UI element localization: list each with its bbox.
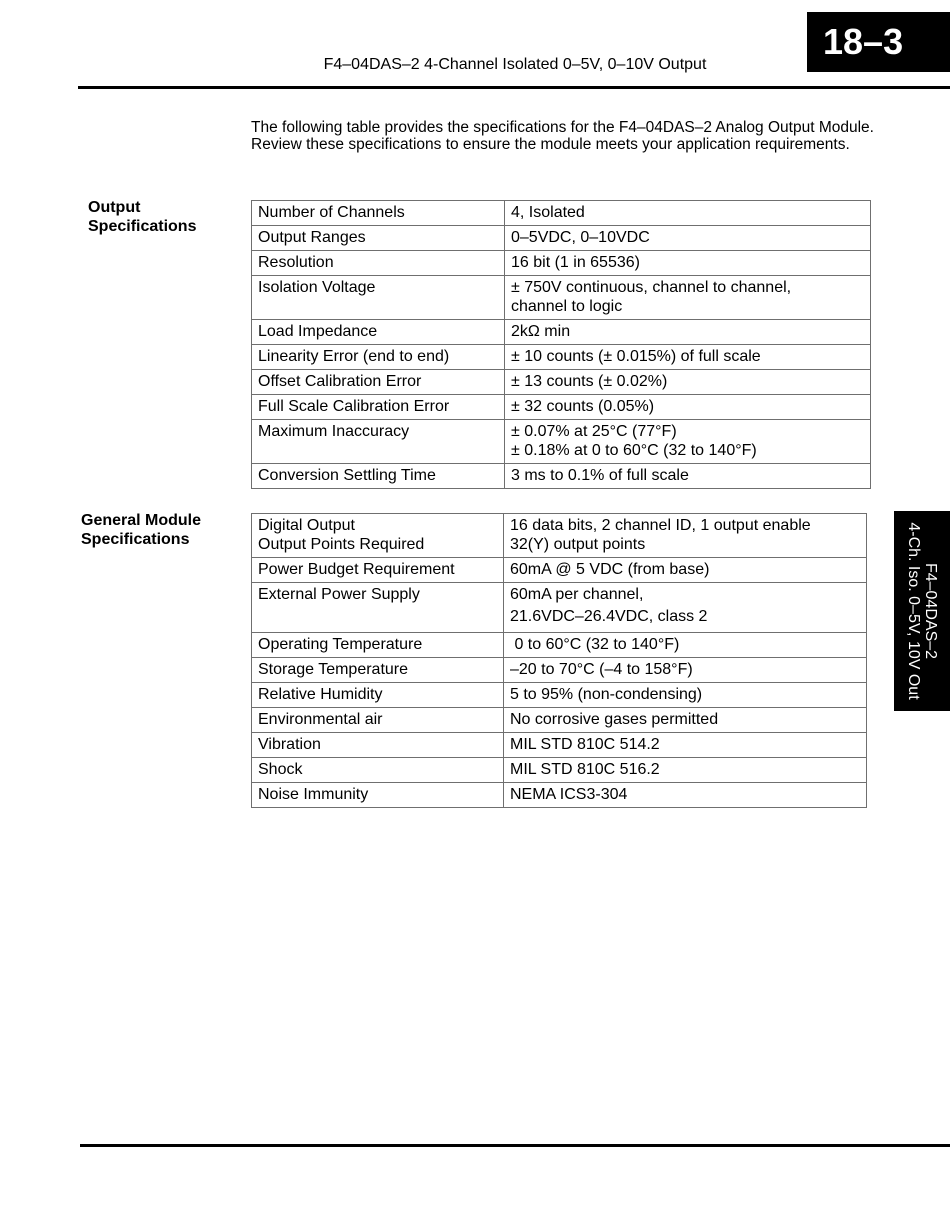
- table-row: [252, 633, 867, 658]
- spec-value-line: 21.6VDC–26.4VDC, class 2: [510, 608, 708, 625]
- spec-name: Maximum Inaccuracy: [252, 420, 505, 464]
- spec-name: Offset Calibration Error: [252, 370, 505, 395]
- table-row: [252, 276, 871, 320]
- spec-value-line: ± 0.18% at 0 to 60°C (32 to 140°F): [511, 442, 757, 459]
- table-row: [252, 395, 871, 420]
- spec-value-line: 2kΩ min: [511, 323, 571, 340]
- table-row: [252, 464, 871, 489]
- spec-name: Full Scale Calibration Error: [252, 395, 505, 420]
- spec-value-line: ± 750V continuous, channel to channel,: [511, 279, 792, 296]
- intro-paragraph: The following table provides the specifications for the F4–04DAS–2 Analog Output Module. Review these specifications to ensure the module meets your application requirements.: [251, 119, 874, 153]
- spec-value: [505, 420, 871, 464]
- spec-value: [505, 345, 871, 370]
- table-row: [252, 658, 867, 683]
- spec-value: [505, 395, 871, 420]
- chapter-side-tab: [894, 511, 950, 711]
- spec-name: External Power Supply: [252, 583, 504, 633]
- spec-value-line: ± 32 counts (0.05%): [511, 398, 655, 415]
- table-row: [252, 708, 867, 733]
- spec-name: Environmental air: [252, 708, 504, 733]
- general-module-specifications-heading: [81, 511, 201, 549]
- spec-value-line: ± 13 counts (± 0.02%): [511, 373, 668, 390]
- spec-value-line: No corrosive gases permitted: [510, 711, 719, 728]
- table-row: [252, 320, 871, 345]
- table-row: [252, 345, 871, 370]
- header-rule: [78, 86, 950, 89]
- table-row: [252, 201, 871, 226]
- heading-line: Output: [88, 199, 141, 216]
- spec-value: [504, 733, 867, 758]
- spec-value-line: 16 data bits, 2 channel ID, 1 output enable: [510, 517, 811, 534]
- spec-value-line: 16 bit (1 in 65536): [511, 254, 640, 271]
- spec-value-line: MIL STD 810C 514.2: [510, 736, 660, 753]
- spec-value: [504, 514, 867, 558]
- output-specifications-heading: [88, 198, 196, 236]
- spec-value: [505, 320, 871, 345]
- spec-value: [505, 251, 871, 276]
- table-row: [252, 251, 871, 276]
- side-tab-line: 4-Ch. Iso. 0–5V, 10V Out: [905, 522, 922, 700]
- table-row: [252, 783, 867, 808]
- spec-value: [504, 658, 867, 683]
- spec-value-line: channel to logic: [511, 298, 623, 315]
- table-row: [252, 226, 871, 251]
- spec-name: Output Ranges: [252, 226, 505, 251]
- spec-value-line: 3 ms to 0.1% of full scale: [511, 467, 689, 484]
- side-tab-text: [905, 511, 939, 711]
- spec-value: [505, 201, 871, 226]
- spec-value-line: –20 to 70°C (–4 to 158°F): [510, 661, 693, 678]
- spec-value: [505, 464, 871, 489]
- spec-value: [505, 226, 871, 251]
- spec-value-line: 60mA @ 5 VDC (from base): [510, 561, 710, 578]
- spec-name: Shock: [252, 758, 504, 783]
- spec-name: Vibration: [252, 733, 504, 758]
- spec-value-line: MIL STD 810C 516.2: [510, 761, 660, 778]
- table-row: [252, 583, 867, 633]
- table-row: [252, 733, 867, 758]
- spec-value: [505, 276, 871, 320]
- table-row: [252, 370, 871, 395]
- spec-value-line: 32(Y) output points: [510, 536, 646, 553]
- spec-value: [504, 758, 867, 783]
- spec-name: Number of Channels: [252, 201, 505, 226]
- spec-value-line: ± 10 counts (± 0.015%) of full scale: [511, 348, 761, 365]
- table-row: [252, 683, 867, 708]
- spec-value-line: 4, Isolated: [511, 204, 585, 221]
- spec-name: Storage Temperature: [252, 658, 504, 683]
- heading-line: General Module: [81, 512, 202, 529]
- table-row: [252, 420, 871, 464]
- table-row: [252, 514, 867, 558]
- spec-value-line: 0 to 60°C (32 to 140°F): [510, 636, 680, 653]
- spec-value-line: 60mA per channel,: [510, 586, 644, 603]
- spec-value-line: ± 0.07% at 25°C (77°F): [511, 423, 677, 440]
- page-number: 18–3: [807, 12, 950, 72]
- spec-name: Operating Temperature: [252, 633, 504, 658]
- spec-value-line: 5 to 95% (non-condensing): [510, 686, 703, 703]
- heading-line: Specifications: [88, 218, 197, 235]
- spec-value: [504, 583, 867, 633]
- spec-name: Relative Humidity: [252, 683, 504, 708]
- spec-value: [504, 633, 867, 658]
- spec-value: [505, 370, 871, 395]
- spec-name: Linearity Error (end to end): [252, 345, 505, 370]
- running-header: F4–04DAS–2 4-Channel Isolated 0–5V, 0–10V Output: [323, 56, 707, 73]
- spec-name-line: Digital Output: [258, 517, 355, 534]
- table-row: [252, 758, 867, 783]
- spec-name: Conversion Settling Time: [252, 464, 505, 489]
- spec-name: Power Budget Requirement: [252, 558, 504, 583]
- spec-name: Isolation Voltage: [252, 276, 505, 320]
- side-tab-line: F4–04DAS–2: [922, 562, 939, 660]
- spec-name: Resolution: [252, 251, 505, 276]
- heading-line: Specifications: [81, 531, 190, 548]
- general-module-specifications-table: [251, 513, 867, 808]
- spec-value-line: 0–5VDC, 0–10VDC: [511, 229, 650, 246]
- spec-value: [504, 558, 867, 583]
- spec-name: Load Impedance: [252, 320, 505, 345]
- spec-name: Noise Immunity: [252, 783, 504, 808]
- output-specifications-table: [251, 200, 871, 489]
- spec-value: [504, 683, 867, 708]
- spec-value: [504, 708, 867, 733]
- spec-name: [252, 514, 504, 558]
- spec-value-line: NEMA ICS3-304: [510, 786, 628, 803]
- table-row: [252, 558, 867, 583]
- spec-name-line: Output Points Required: [258, 536, 425, 553]
- spec-value: [504, 783, 867, 808]
- footer-rule: [80, 1144, 950, 1147]
